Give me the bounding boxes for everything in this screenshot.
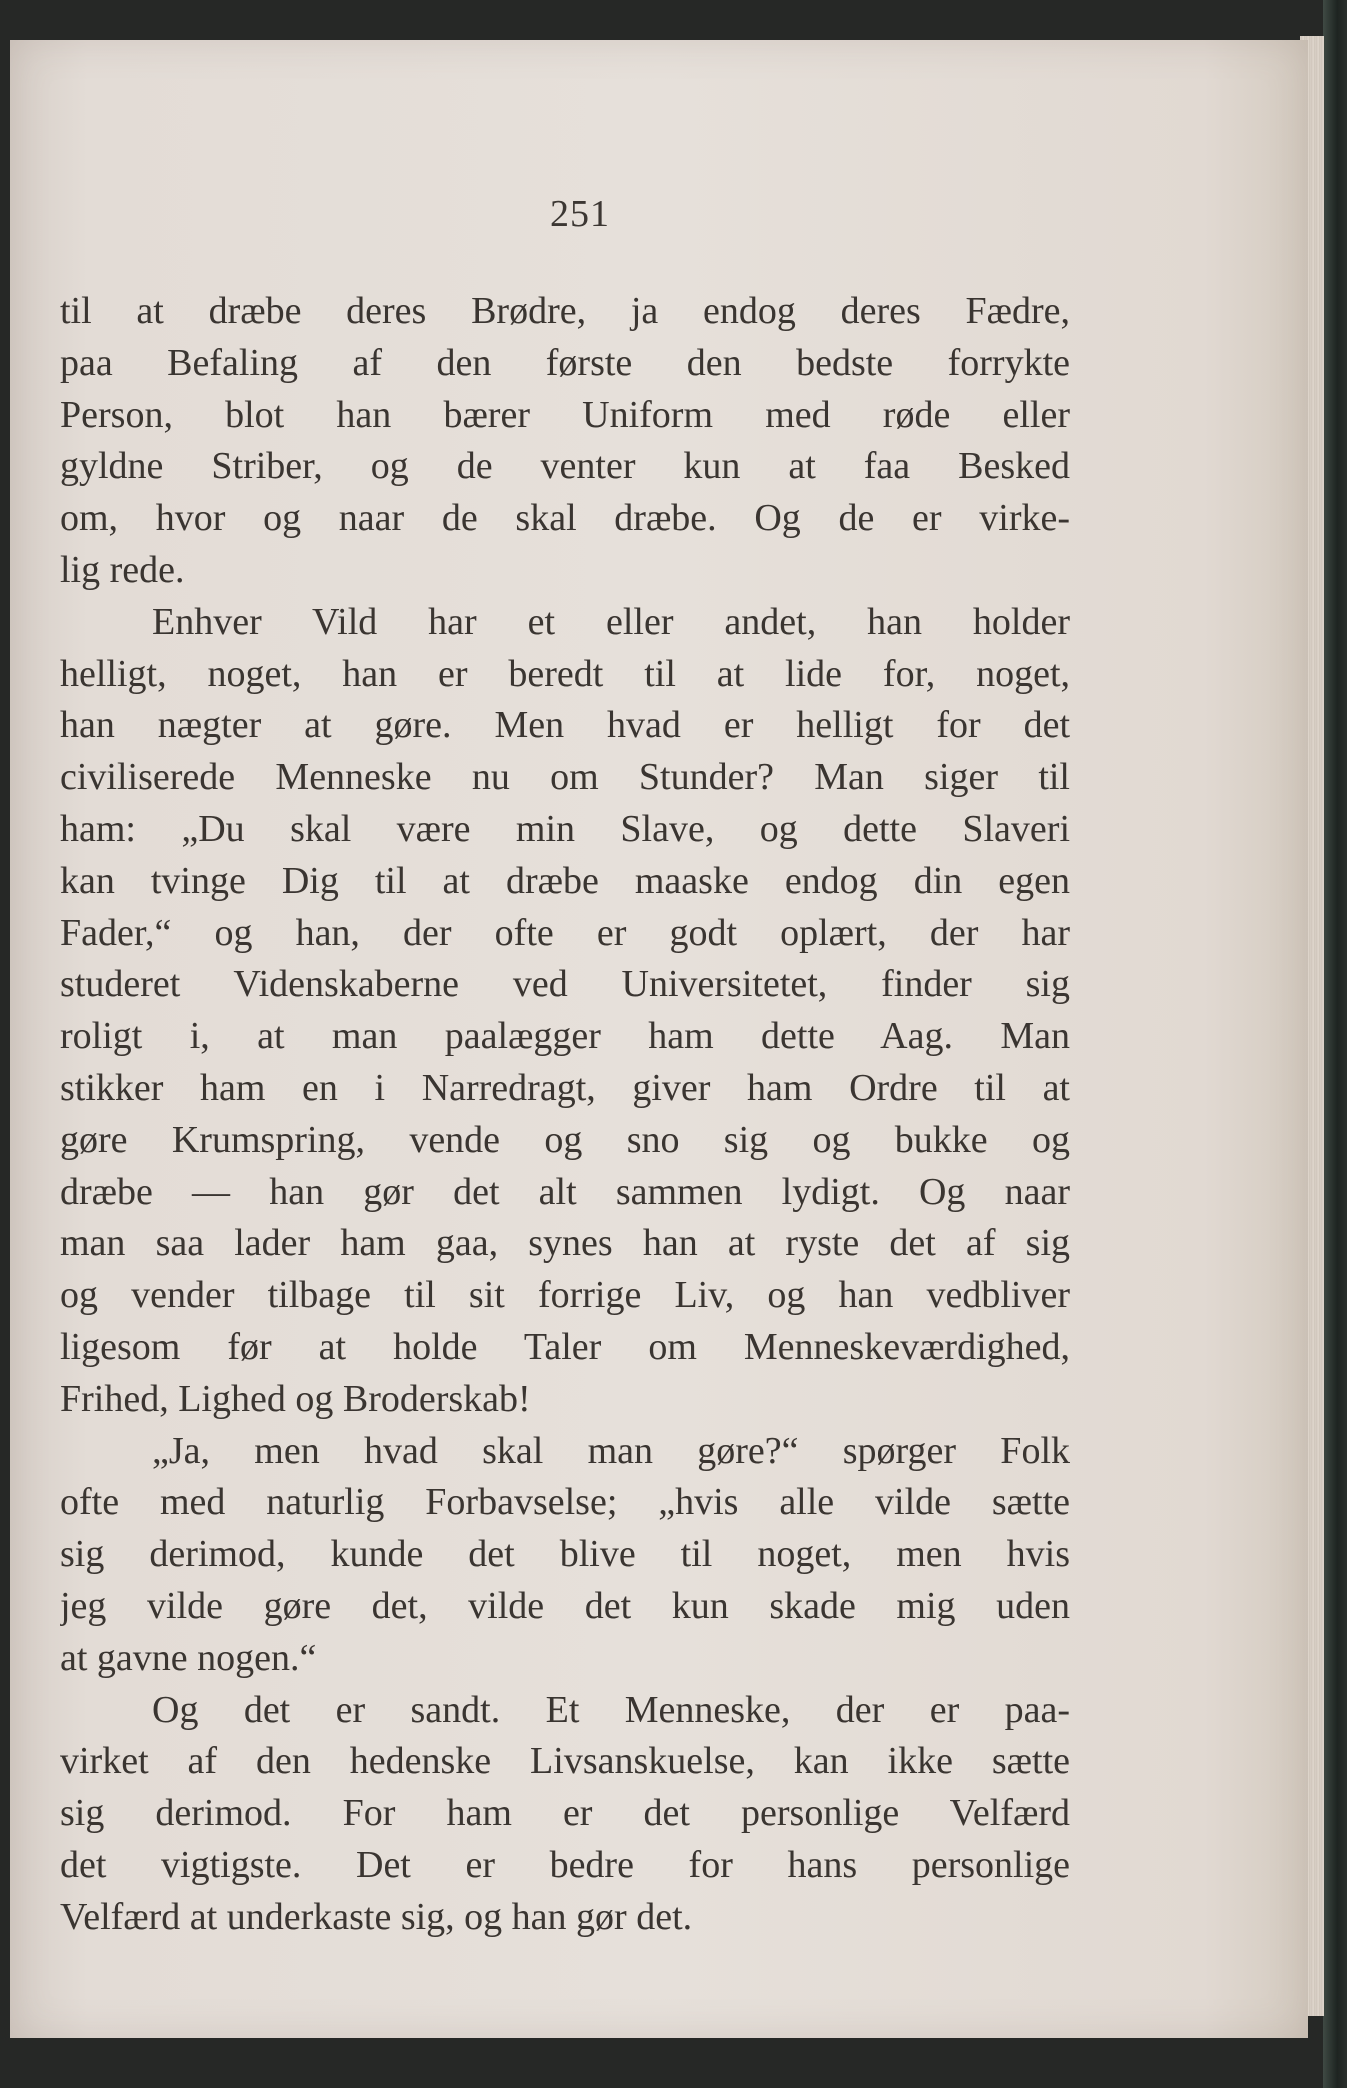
text-line: det vigtigste. Det er bedre for hans personlige: [60, 1843, 1070, 1886]
text-line: Person, blot han bærer Uniform med røde eller: [60, 393, 1070, 436]
text-line: dræbe — han gør det alt sammen lydigt. Og naar: [60, 1170, 1070, 1213]
text-line: Frihed, Lighed og Broderskab!: [60, 1377, 531, 1420]
text-line: sig derimod, kunde det blive til noget, men hvis: [60, 1533, 1070, 1576]
text-line: paa Befaling af den første den bedste forrykte: [60, 341, 1070, 384]
text-line: gyldne Striber, og de venter kun at faa Besked: [60, 445, 1070, 488]
text-line: helligt, noget, han er beredt til at lide for, noget,: [60, 652, 1070, 695]
text-line: ofte med naturlig Forbavselse; „hvis alle vilde sætte: [60, 1481, 1070, 1524]
text-line: man saa lader ham gaa, synes han at ryste det af sig: [60, 1222, 1070, 1265]
text-line: Velfærd at underkaste sig, og han gør det.: [60, 1895, 693, 1938]
text-line: jeg vilde gøre det, vilde det kun skade mig uden: [60, 1584, 1070, 1627]
text-line: om, hvor og naar de skal dræbe. Og de er virke-: [60, 497, 1070, 540]
text-line: han nægter at gøre. Men hvad er helligt for det: [60, 704, 1070, 747]
text-line: til at dræbe deres Brødre, ja endog deres Fædre,: [60, 290, 1070, 332]
text-line: stikker ham en i Narredragt, giver ham Ordre til at: [60, 1066, 1070, 1109]
text-line: studeret Videnskaberne ved Universitetet, finder sig: [60, 963, 1070, 1006]
text-line: roligt i, at man paalægger ham dette Aag. Man: [60, 1015, 1070, 1058]
text-line: Enhver Vild har et eller andet, han holder: [152, 600, 1070, 643]
text-line: kan tvinge Dig til at dræbe maaske endog din egen: [60, 859, 1070, 902]
body-text: [60, 286, 1070, 1944]
text-line: civiliserede Menneske nu om Stunder? Man siger til: [60, 756, 1070, 799]
text-line: at gavne nogen.“: [60, 1636, 317, 1679]
page-number: 251: [550, 193, 610, 235]
text-line: virket af den hedenske Livsanskuelse, kan ikke sætte: [60, 1740, 1070, 1783]
book-page: [10, 40, 1308, 2038]
text-line: sig derimod. For ham er det personlige Velfærd: [60, 1792, 1070, 1835]
book-cover-edge: [1323, 0, 1347, 2088]
text-line: og vender tilbage til sit forrige Liv, og han vedbliver: [60, 1274, 1070, 1317]
text-line: Fader,“ og han, der ofte er godt oplært, der har: [60, 911, 1070, 954]
text-line: Og det er sandt. Et Menneske, der er paa-: [152, 1688, 1070, 1731]
text-line: gøre Krumspring, vende og sno sig og bukke og: [60, 1118, 1070, 1161]
text-line: „Ja, men hvad skal man gøre?“ spørger Folk: [152, 1429, 1070, 1472]
text-line: lig rede.: [60, 548, 185, 591]
text-line: ligesom før at holde Taler om Menneskeværdighed,: [60, 1325, 1070, 1368]
text-line: ham: „Du skal være min Slave, og dette Slaveri: [60, 807, 1070, 850]
